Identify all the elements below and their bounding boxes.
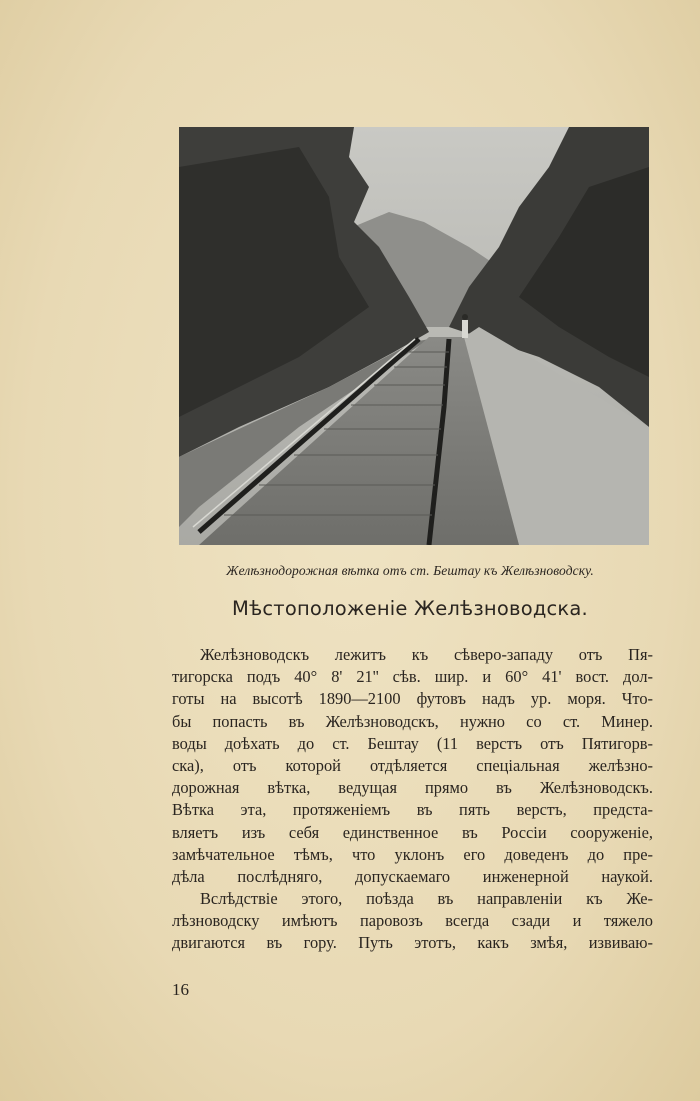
photo-caption: Желѣзнодорожная вѣтка отъ ст. Бештау къ Желѣзноводску. <box>226 563 594 578</box>
text-line: бы попасть въ Желѣзноводскъ, нужно со ст. Минер. <box>172 711 653 731</box>
text-line: воды доѣхать до ст. Бештау (11 верстъ отъ Пятигорв- <box>172 733 653 753</box>
railway-photo-image <box>179 127 649 545</box>
text-line: лѣзноводску имѣютъ паровозъ всегда сзади и тяжело <box>172 911 653 931</box>
section-heading: Мѣстоположеніе Желѣзноводска. <box>232 597 588 620</box>
text-line: Вѣтка эта, протяженіемъ въ пять верстъ, предста- <box>172 800 653 820</box>
text-line: ска), отъ которой отдѣляется спеціальная желѣзно- <box>172 755 653 775</box>
text-line: дорожная вѣтка, ведущая прямо въ Желѣзноводскъ. <box>172 778 653 798</box>
text-line: Вслѣдствіе этого, поѣзда въ направленіи къ Же- <box>200 889 653 909</box>
body-paragraph <box>172 644 653 955</box>
text-line: Желѣзноводскъ лежитъ къ сѣверо-западу отъ Пя- <box>200 645 653 664</box>
text-line: тигорска подъ 40° 8' 21'' сѣв. шир. и 60° 41' вост. дол- <box>172 667 653 687</box>
page-number: 16 <box>172 980 189 999</box>
text-line: вляетъ изъ себя единственное въ Россіи сооруженіе, <box>172 822 653 842</box>
text-line: дѣла послѣдняго, допускаемаго инженерной наукой. <box>172 866 653 886</box>
text-line: двигаются въ гору. Путь этотъ, какъ змѣя, извиваю- <box>172 933 653 953</box>
text-line: готы на высотѣ 1890—2100 футовъ надъ ур. моря. Что- <box>172 689 653 709</box>
text-line: замѣчательное тѣмъ, что уклонъ его доведенъ до пре- <box>172 844 653 864</box>
railway-photograph <box>179 127 649 545</box>
